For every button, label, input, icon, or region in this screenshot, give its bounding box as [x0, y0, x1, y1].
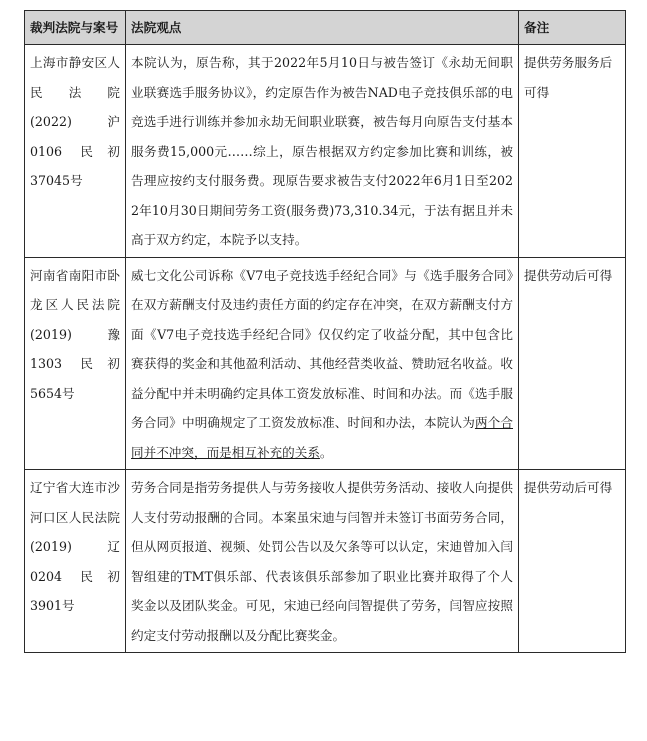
- court-cell: [25, 257, 126, 470]
- header-row: [25, 11, 626, 45]
- case-number-b: 1303 民初: [30, 356, 120, 371]
- court-name: 上海市静安区人民法院: [30, 55, 120, 100]
- remark-cell: 提供劳务服务后可得: [519, 45, 626, 258]
- opinion-end: 。: [319, 444, 333, 460]
- court-name: 辽宁省大连市沙河口区人民法院: [30, 480, 120, 525]
- case-number-c: 3901号: [30, 598, 75, 613]
- header-remark: 备注: [519, 11, 626, 45]
- case-table: [24, 10, 626, 653]
- opinion-cell: 本院认为，原告称，其于2022年5月10日与被告签订《永劫无间职业联赛选手服务协议》，约定原告作为被告NAD电子竞技俱乐部的电竞选手进行训练并参加永劫无间职业联赛，被告每月向原告支付基本服务费15,000元……综上，原告根据双方约定参加比赛和训练，被告理应按约支付服务费。现原告要求被告支付2022年6月1日至2022年10月30日期间劳务工资(服务费)73,310.34元，于法有据且并未高于双方约定，本院予以支持。: [126, 45, 519, 258]
- table-row: [25, 45, 626, 258]
- case-number-b: 0106 民初: [30, 143, 120, 159]
- case-number-a: (2022)沪: [30, 114, 120, 129]
- remark-cell: 提供劳动后可得: [519, 257, 626, 470]
- opinion-underlined-text: 两个合同并不冲突，而是相互补充的关系: [131, 415, 514, 460]
- case-number-a: (2019)辽: [30, 539, 120, 554]
- header-opinion: 法院观点: [126, 11, 519, 45]
- remark-cell: 提供劳动后可得: [519, 470, 626, 653]
- case-number-c: 37045号: [30, 173, 83, 188]
- case-number-a: (2019)豫: [30, 326, 120, 342]
- table-row: [25, 257, 626, 470]
- case-number-c: 5654号: [30, 385, 75, 401]
- case-number-b: 0204 民初: [30, 568, 120, 584]
- court-name: 河南省南阳市卧龙区人民法院: [30, 267, 120, 312]
- court-cell: [25, 45, 126, 258]
- opinion-text: 威七文化公司诉称《V7电子竞技选手经纪合同》与《选手服务合同》在双方薪酬支付及违约责任方面的约定存在冲突，在双方薪酬支付方面《V7电子竞技选手经纪合同》仅仅约定了收益分配，其中包含比赛获得的奖金和其他盈利活动、其他经营类收益、赞助冠名收益。收益分配中并未明确约定具体工资发放标准、时间和办法。而《选手服务合同》中明确规定了工资发放标准、时间和办法，本院认为: [131, 267, 513, 430]
- header-court: 裁判法院与案号: [25, 11, 126, 45]
- opinion-cell: 劳务合同是指劳务提供人与劳务接收人提供劳务活动、接收人向提供人支付劳动报酬的合同。本案虽宋迪与闫智并未签订书面劳务合同，但从网页报道、视频、处罚公告以及欠条等可以认定，宋迪曾加入闫智组建的TMT俱乐部、代表该俱乐部参加了职业比赛并取得了个人奖金以及团队奖金。可见，宋迪已经向闫智提供了劳务，闫智应按照约定支付劳动报酬以及分配比赛奖金。: [126, 470, 519, 653]
- court-cell: [25, 470, 126, 653]
- table-row: [25, 470, 626, 653]
- opinion-cell: [126, 257, 519, 470]
